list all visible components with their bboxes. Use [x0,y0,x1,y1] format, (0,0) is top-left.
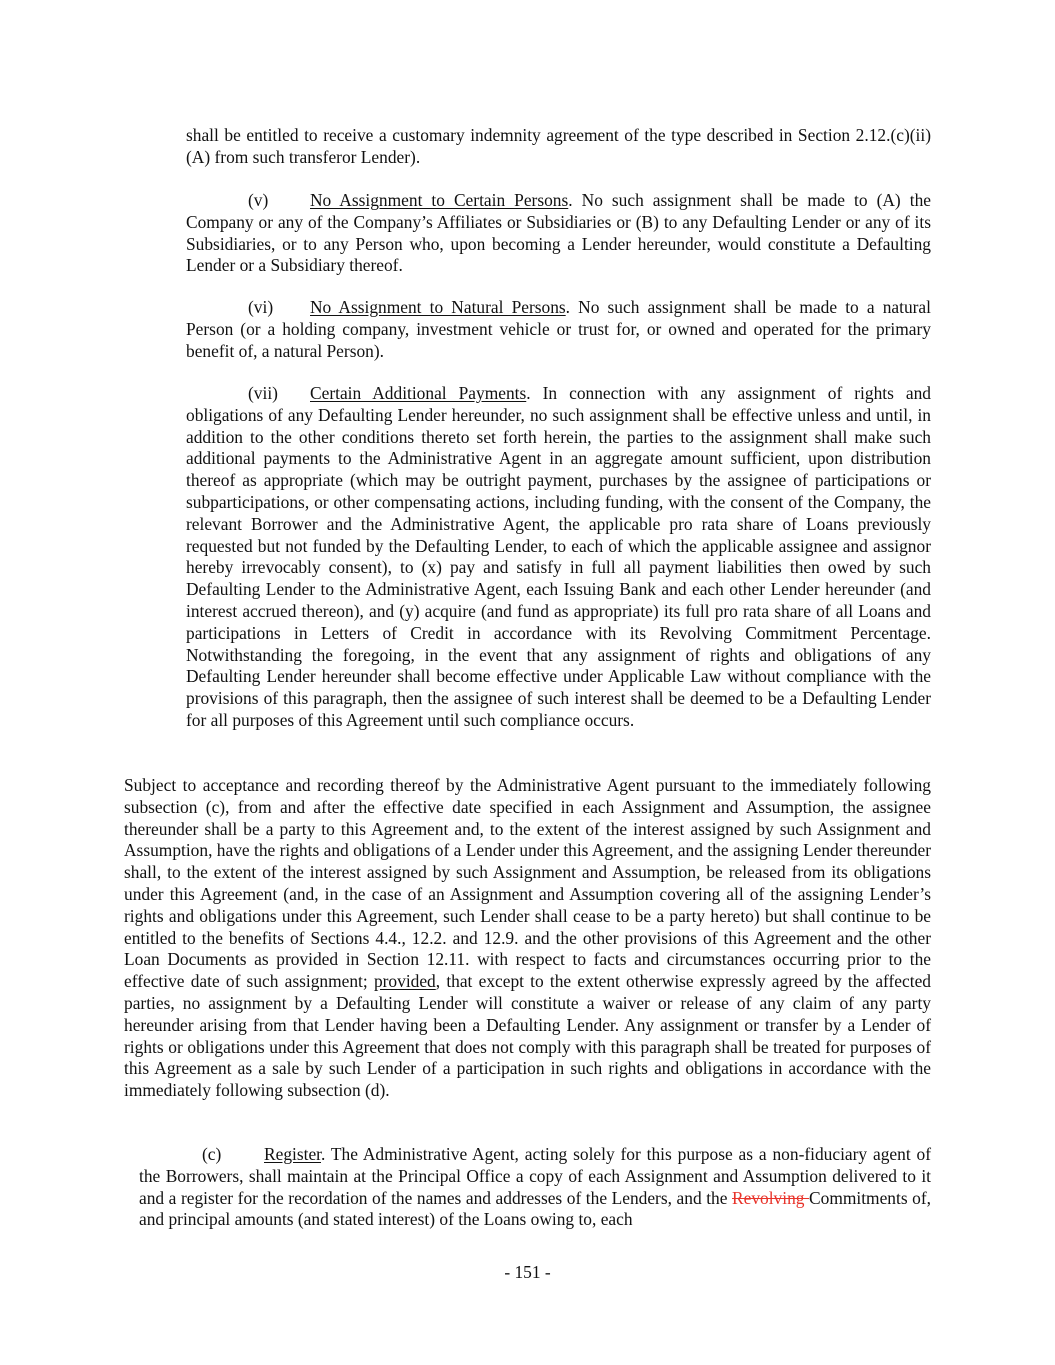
item-number: (vi) [248,297,274,317]
register-text-continued: Commitments of, and principal amounts (and stated interest) of the Loans owing to, each [139,1187,931,1230]
item-number: (vii) [248,383,278,403]
continuation-paragraph: shall be entitled to receive a customary indemnity agreement of the type described in Section 2.12.(c)(ii)(A) from such transferor Lender). [186,125,931,167]
item-vi-paragraph [186,297,931,362]
register-paragraph [139,1144,931,1231]
page-number: - 151 - [504,1262,551,1282]
item-v-paragraph [186,190,931,277]
deleted-text: Revolving [732,1187,810,1208]
provided-term: provided [373,971,436,992]
item-number: (c) [202,1144,222,1164]
item-text: . No such assignment shall be made to a natural Person (or a holding company, investment vehicle or trust for, or owned and operated for the primary benefit of, a natural Person). [186,297,931,361]
item-vii-paragraph [186,383,931,732]
register-heading: Register [264,1144,321,1164]
item-heading: Certain Additional Payments [310,383,527,403]
subject-paragraph [124,775,931,1102]
item-heading: No Assignment to Certain Persons [310,190,569,210]
subject-text-after: , that except to the extent otherwise expressly agreed by the affected parties, no assignment by a Defaulting Lender will constitute a waiver or release of any claim of any party hereunder arising from that Lender having been a Defaulting Lender. Any assignment or transfer by a Lender of rights or obligations under this Agreement that does not comply with this paragraph shall be treated for purposes of this Agreement as a sale by such Lender of a participation in such rights and obligations in accordance with the immediately following subsection (d). [124,971,931,1101]
item-text: . In connection with any assignment of rights and obligations of any Defaulting Lender hereunder, no such assignment shall be effective unless and until, in addition to the other conditions thereto set forth herein, the parties to the assignment shall make such additional payments to the Administrative Agent in an aggregate amount sufficient, upon distribution thereof as appropriate (which may be outright payment, purchases by the assignee of participations or subparticipations, or other compensating actions, including funding, with the consent of the Company, the relevant Borrower and the Administrative Agent, the applicable pro rata share of Loans previously requested but not funded by the Defaulting Lender, to each of which the applicable assignee and assignor hereby irrevocably consent), to (x) pay and satisfy in full all payment liabilities then owed by such Defaulting Lender to the Administrative Agent, each Issuing Bank and each other Lender hereunder (and interest accrued thereon), and (y) acquire (and fund as appropriate) its full pro rata share of all Loans and participations in Letters of Credit in accordance with its Revolving Commitment Percentage. Notwithstanding the foregoing, in the event that any assignment of rights and obligations of any Defaulting Lender hereunder shall become effective under Applicable Law without compliance with the provisions of this paragraph, then the assignee of such interest shall be deemed to be a Defaulting Lender for all purposes of this Agreement until such compliance occurs. [186,383,931,730]
item-number: (v) [248,190,269,210]
item-heading: No Assignment to Natural Persons [310,297,566,317]
item-text: . No such assignment shall be made to (A) the Company or any of the Company’s Affiliates or Subsidiaries or (B) to any Defaulting Lender or any of its Subsidiaries, or to any Person who, upon becoming a Lender hereunder, would constitute a Defaulting Lender or a Subsidiary thereof. [186,190,931,276]
register-text: . The Administrative Agent, acting solely for this purpose as a non-fiduciary agent of the Borrowers, shall maintain at the Principal Office a copy of each Assignment and Assumption delivered to it and a register for the recordation of the names and addresses of the Lenders, and the [139,1144,931,1208]
subject-text-before: Subject to acceptance and recording thereof by the Administrative Agent pursuant to the immediately following subsection (c), from and after the effective date specified in each Assignment and Assumption, the assignee thereunder shall be a party to this Agreement and, to the extent of the interest assigned by such Assignment and Assumption, have the rights and obligations of a Lender under this Agreement, and the assigning Lender thereunder shall, to the extent of the interest assigned by such Assignment and Assumption, be released from its obligations under this Agreement (and, in the case of an Assignment and Assumption covering all of the assigning Lender’s rights and obligations under this Agreement, such Lender shall cease to be a party hereto) but shall continue to be entitled to the benefits of Sections 4.4., 12.2. and 12.9. and the other provisions of this Agreement and the other Loan Documents as provided in Section 12.11. with respect to facts and circumstances occurring prior to the effective date of such assignment; [124,775,931,992]
